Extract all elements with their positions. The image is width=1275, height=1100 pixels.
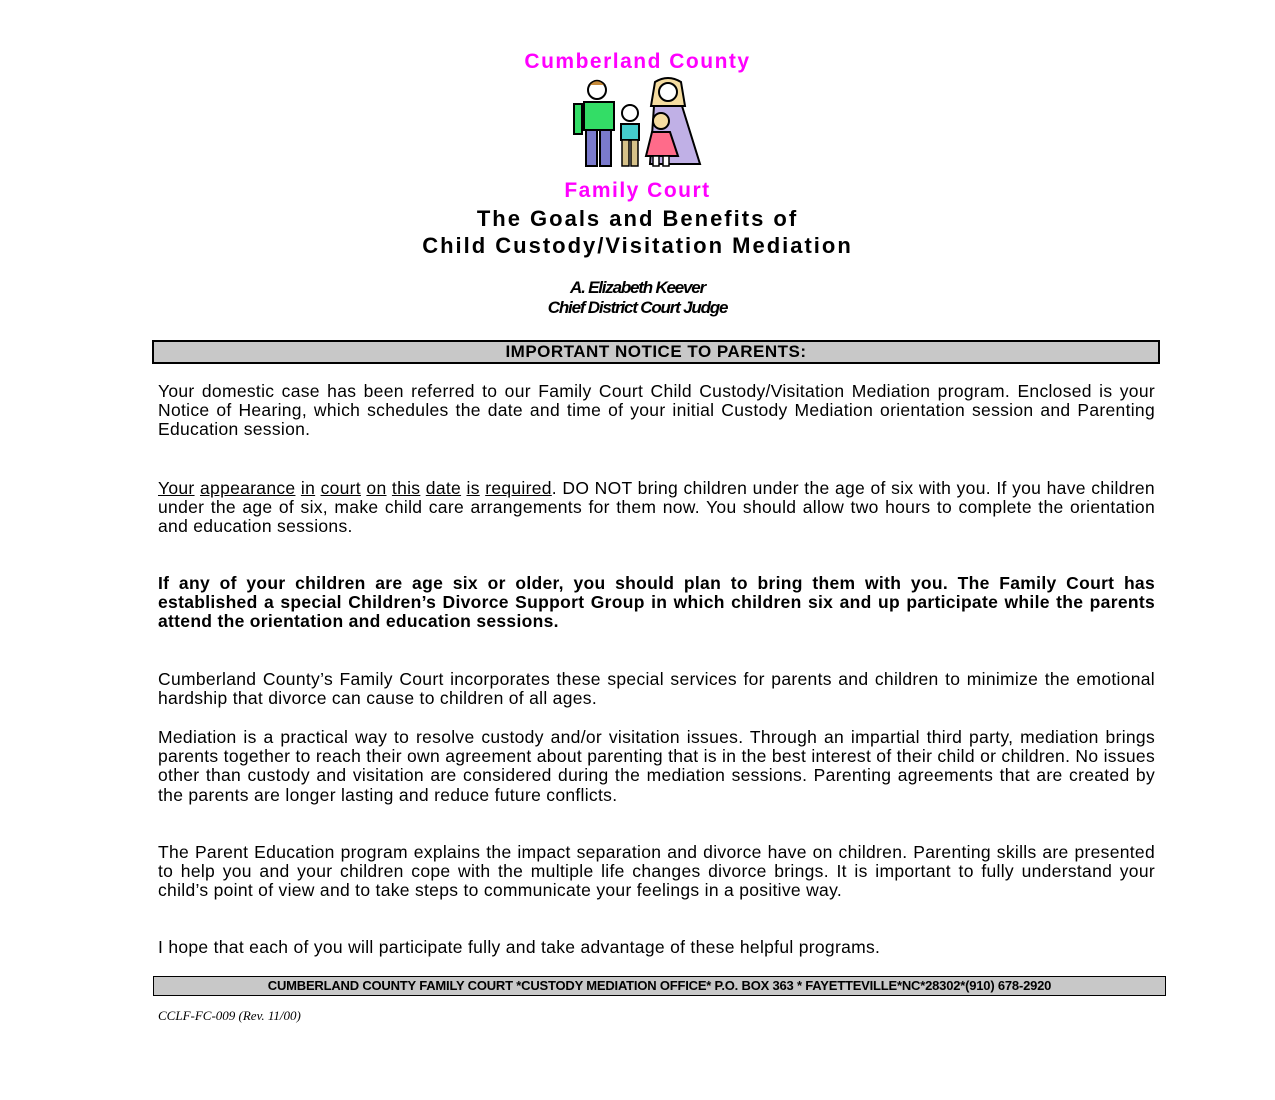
paragraph-appearance <box>158 479 1155 537</box>
paragraph-children-support-group: If any of your children are age six or older, you should plan to bring them with you. The Family Court has established a special Children’s Divorce Support Group in which children six and up participate while the parents attend the orientation and education sessions. <box>158 573 1155 632</box>
underlined-word: date <box>425 478 462 498</box>
judge-title: Chief District Court Judge <box>547 298 728 317</box>
underlined-word: required <box>485 478 552 498</box>
form-number: CCLF-FC-009 (Rev. 11/00) <box>158 1008 301 1023</box>
underlined-word: this <box>391 478 421 498</box>
family-clipart-icon <box>560 76 710 172</box>
paragraph-parent-education: The Parent Education program explains the impact separation and divorce have on children. Parenting skills are presented to help you and your children cope with the multiple life changes divorce brings. It is important to fully understand your child’s point of view and to take steps to communicate your feelings in a positive way. <box>158 842 1155 901</box>
paragraph-mediation: Mediation is a practical way to resolve custody and/or visitation issues. Through an impartial third party, mediation brings parents together to reach their own agreement about parenting that is in the best interest of their child or children. No issues other than custody and visitation are considered during the mediation sessions. Parenting agreements that are created by the parents are longer lasting and reduce future conflicts. <box>158 727 1155 805</box>
paragraph-appearance-rest: . DO NOT bring children under the age of six with you. If you have children under the age of six, make child care arrangements for them now. You should allow two hours to complete the orientation and education sessions. <box>158 478 1155 537</box>
underlined-word: in <box>300 478 316 498</box>
document-title-line-2: Child Custody/Visitation Mediation <box>422 233 853 258</box>
document-title-line-1: The Goals and Benefits of <box>476 206 799 231</box>
paragraph-referral: Your domestic case has been referred to our Family Court Child Custody/Visitation Mediation program. Enclosed is your Notice of Hearing, which schedules the date and time of your initial Custody Mediation orientation session and Parenting Education session. <box>158 381 1155 440</box>
judge-name: A. Elizabeth Keever <box>570 278 705 297</box>
underlined-word: appearance <box>200 478 296 498</box>
court-heading: Family Court <box>564 179 711 202</box>
footer-contact-bar: CUMBERLAND COUNTY FAMILY COURT *CUSTODY MEDIATION OFFICE* P.O. BOX 363 * FAYETTEVILLE*NC*28302*(910) 678-2920 <box>153 976 1166 996</box>
underlined-word: court <box>320 478 361 498</box>
underlined-word: is <box>466 478 480 498</box>
county-heading: Cumberland County <box>524 50 751 73</box>
underlined-word: on <box>366 478 387 498</box>
paragraph-special-services: Cumberland County’s Family Court incorporates these special services for parents and children to minimize the emotional hardship that divorce can cause to children of all ages. <box>158 669 1155 709</box>
notice-heading-bar: IMPORTANT NOTICE TO PARENTS: <box>152 340 1160 364</box>
paragraph-closing: I hope that each of you will participate fully and take advantage of these helpful programs. <box>158 937 881 957</box>
underlined-word: Your <box>158 478 195 498</box>
